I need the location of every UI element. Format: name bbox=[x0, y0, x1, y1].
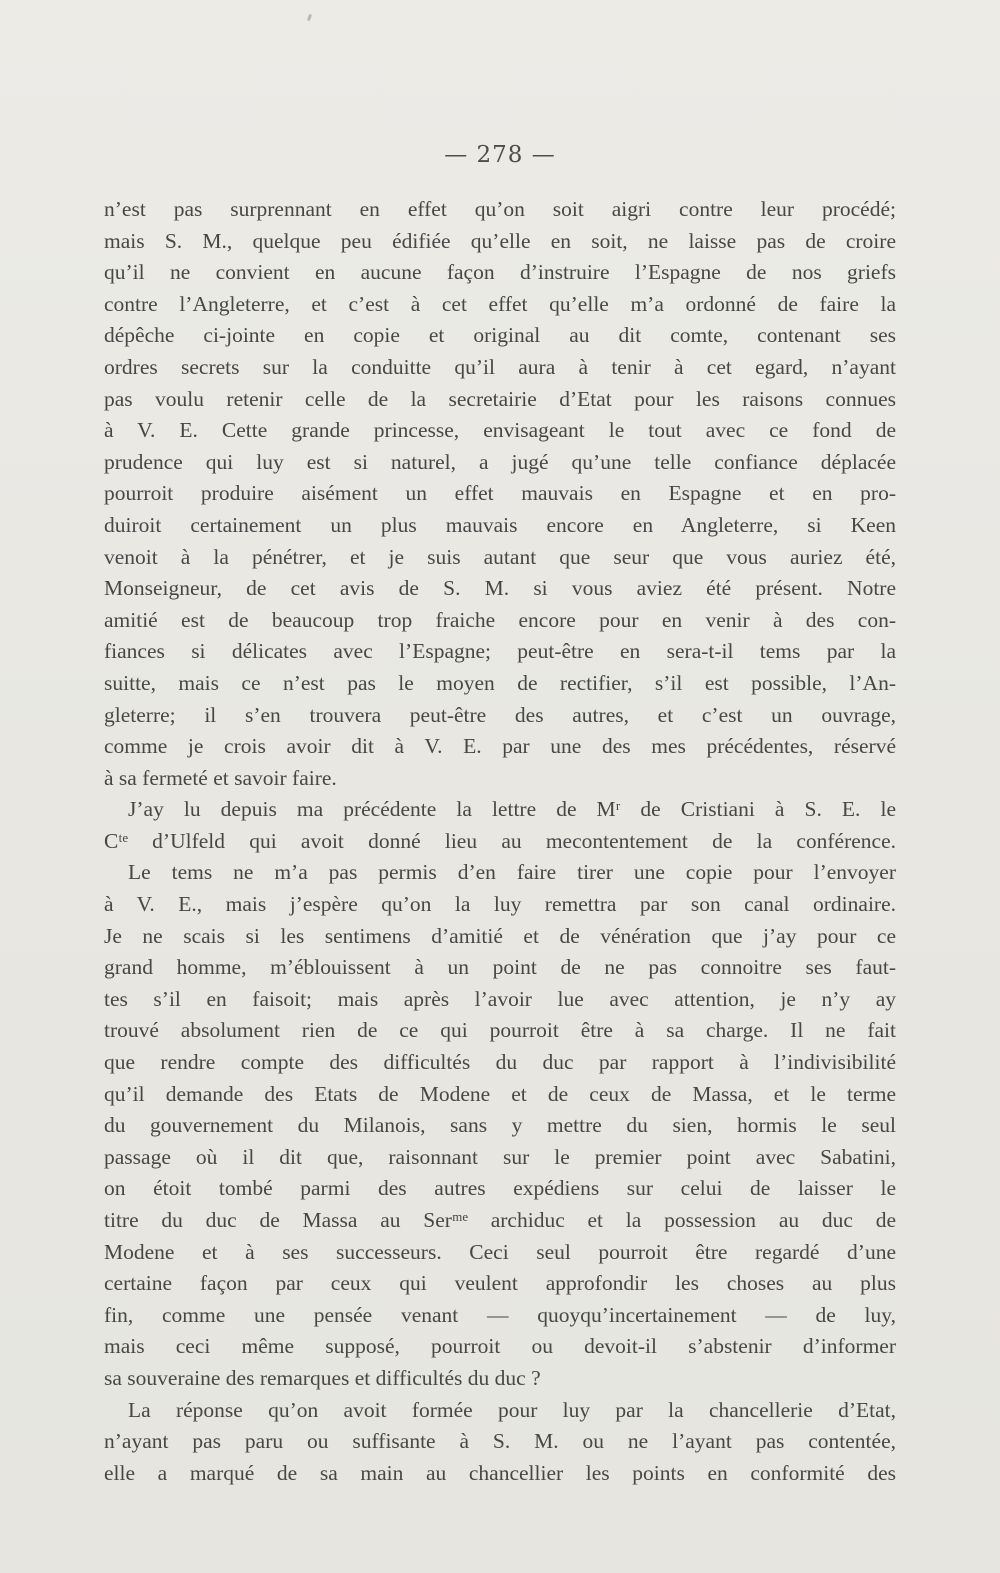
paper-speck bbox=[307, 14, 312, 22]
text-line: prudence qui luy est si naturel, a jugé qu’une telle confiance déplacée bbox=[104, 449, 896, 474]
text-line: Je ne scais si les sentimens d’amitié et de vénération que j’ay pour ce bbox=[104, 923, 896, 948]
body-text bbox=[104, 194, 896, 1489]
text-line: venoit à la pénétrer, et je suis autant que seur que vous auriez été, bbox=[104, 544, 896, 569]
text-line: pourroit produire aisément un effet mauvais en Espagne et en pro- bbox=[104, 481, 896, 506]
text-line: passage où il dit que, raisonnant sur le premier point avec Sabatini, bbox=[104, 1144, 896, 1169]
text-line: n’ayant pas paru ou suffisante à S. M. ou ne l’ayant pas contentée, bbox=[104, 1429, 896, 1454]
text-line: pas voulu retenir celle de la secretairie d’Etat pour les raisons connues bbox=[104, 386, 896, 411]
text-line: sa souveraine des remarques et difficultés du duc ? bbox=[104, 1365, 541, 1390]
text-line: Monseigneur, de cet avis de S. M. si vous aviez été présent. Notre bbox=[104, 576, 896, 601]
text-line: titre du duc de Massa au Serᵐᵉ archiduc et la possession au duc de bbox=[104, 1208, 896, 1232]
text-line: amitié est de beaucoup trop fraiche encore pour en venir à des con- bbox=[104, 607, 896, 632]
text-line: gleterre; il s’en trouvera peut-être des autres, et c’est un ouvrage, bbox=[104, 702, 896, 727]
text-line: qu’il ne convient en aucune façon d’instruire l’Espagne de nos griefs bbox=[104, 260, 896, 285]
text-line: à V. E., mais j’espère qu’on la luy remettra par son canal ordinaire. bbox=[104, 892, 896, 917]
text-line: grand homme, m’éblouissent à un point de ne pas connoitre ses faut- bbox=[104, 955, 896, 980]
text-line: duiroit certainement un plus mauvais encore en Angleterre, si Keen bbox=[104, 512, 896, 537]
text-line: tes s’il en faisoit; mais après l’avoir lue avec attention, je n’y ay bbox=[104, 986, 896, 1011]
text-line: certaine façon par ceux qui veulent approfondir les choses au plus bbox=[104, 1271, 896, 1296]
text-line: n’est pas surprennant en effet qu’on soit aigri contre leur procédé; bbox=[104, 197, 896, 221]
text-line: mais ceci même supposé, pourroit ou devoit-il s’abstenir d’informer bbox=[104, 1334, 896, 1359]
text-line: qu’il demande des Etats de Modene et de ceux de Massa, et le terme bbox=[104, 1081, 896, 1106]
text-line: fiances si délicates avec l’Espagne; peut-être en sera-t-il tems par la bbox=[104, 639, 896, 664]
text-line: Cᵗᵉ d’Ulfeld qui avoit donné lieu au mecontentement de la conférence. bbox=[104, 828, 896, 853]
page-number: — 278 — bbox=[444, 142, 556, 168]
text-line: dépêche ci-jointe en copie et original au dit comte, contenant ses bbox=[104, 323, 896, 348]
text-line: Modene et à ses successeurs. Ceci seul pourroit être regardé d’une bbox=[104, 1239, 896, 1264]
text-line: on étoit tombé parmi des autres expédiens sur celui de laisser le bbox=[104, 1176, 896, 1201]
text-line: à sa fermeté et savoir faire. bbox=[104, 765, 337, 790]
text-line: du gouvernement du Milanois, sans y mettre du sien, hormis le seul bbox=[104, 1113, 896, 1138]
text-line: J’ay lu depuis ma précédente la lettre de Mʳ de Cristiani à S. E. le bbox=[128, 797, 896, 822]
text-line: contre l’Angleterre, et c’est à cet effet qu’elle m’a ordonné de faire la bbox=[104, 291, 896, 316]
text-line: suitte, mais ce n’est pas le moyen de rectifier, s’il est possible, l’An- bbox=[104, 670, 896, 695]
text-line: comme je crois avoir dit à V. E. par une des mes précédentes, réservé bbox=[104, 734, 896, 759]
text-line: mais S. M., quelque peu édifiée qu’elle en soit, ne laisse pas de croire bbox=[104, 228, 896, 253]
text-line: elle a marqué de sa main au chancellier les points en conformité des bbox=[104, 1460, 896, 1485]
text-line: La réponse qu’on avoit formée pour luy par la chancellerie d’Etat, bbox=[128, 1397, 896, 1422]
text-line: fin, comme une pensée venant — quoyqu’incertainement — de luy, bbox=[104, 1302, 896, 1327]
text-line: ordres secrets sur la conduitte qu’il aura à tenir à cet egard, n’ayant bbox=[104, 354, 896, 379]
text-line: trouvé absolument rien de ce qui pourroit être à sa charge. Il ne fait bbox=[104, 1018, 896, 1043]
text-line: Le tems ne m’a pas permis d’en faire tirer une copie pour l’envoyer bbox=[128, 860, 896, 885]
text-line: à V. E. Cette grande princesse, envisageant le tout avec ce fond de bbox=[104, 418, 896, 443]
text-line: que rendre compte des difficultés du duc par rapport à l’indivisibilité bbox=[104, 1050, 896, 1075]
